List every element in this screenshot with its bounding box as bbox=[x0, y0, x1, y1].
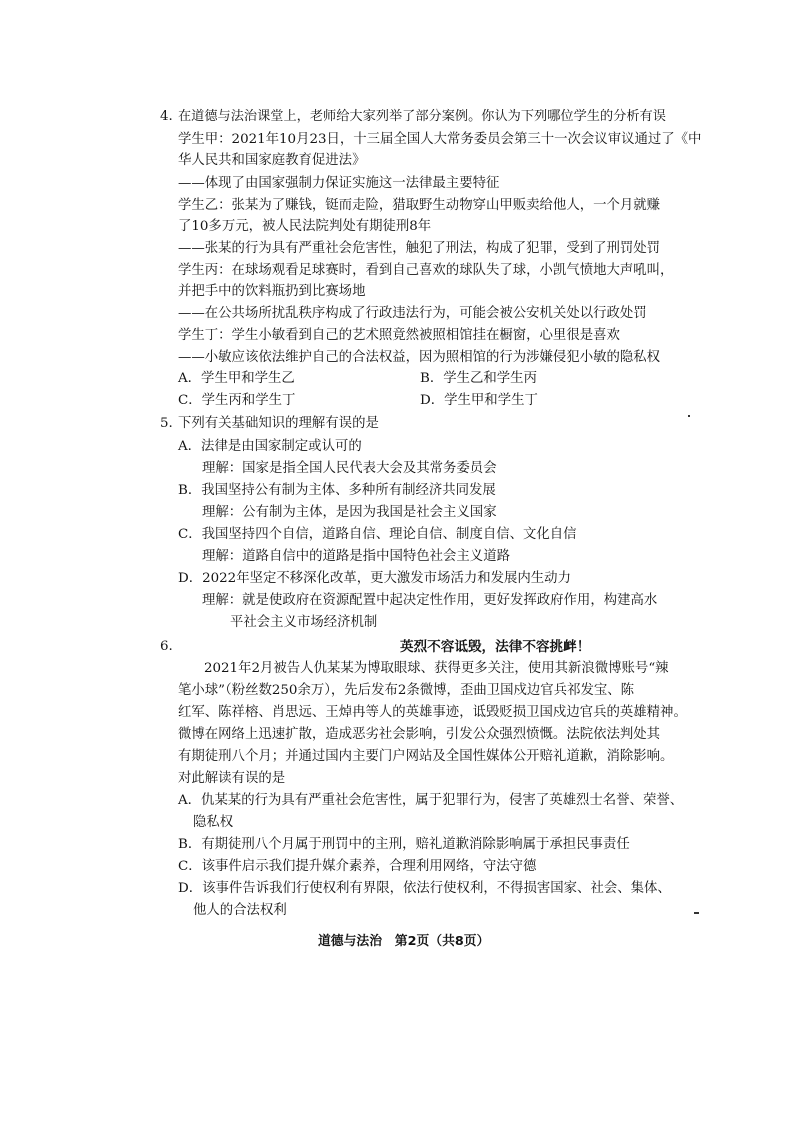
question-6-material: 笔小球”（粉丝数250余万），先后发布2条微博，歪曲卫国戍边官兵祁发宝、陈 bbox=[178, 683, 635, 698]
question-6-option-a-cont: 隐私权 bbox=[193, 815, 234, 830]
question-4-line: ——体现了由国家强制力保证实施这一法律最主要特征 bbox=[178, 176, 500, 191]
question-5-explanation-a: 理解：国家是指全国人民代表大会及其常务委员会 bbox=[202, 461, 497, 476]
question-6-material: 微博在网络上迅速扩散，造成恶劣社会影响，引发公众强烈愤慨。法院依法判处其 bbox=[178, 727, 661, 742]
question-6-material: 红军、陈祥榕、肖思远、王焯冉等人的英雄事迹，诋毁贬损卫国戍边官兵的英雄精神。 bbox=[178, 705, 687, 720]
question-6-option-b: B．有期徒刑八个月属于刑罚中的主刑，赔礼道歉消除影响属于承担民事责任 bbox=[178, 837, 630, 852]
question-6-option-d-cont: 他人的合法权利 bbox=[193, 903, 287, 918]
question-5-stem: 下列有关基础知识的理解有误的是 bbox=[178, 416, 379, 431]
question-5-option-a: A．法律是由国家制定或认可的 bbox=[178, 439, 362, 454]
question-5-option-c: C．我国坚持四个自信，道路自信、理论自信、制度自信、文化自信 bbox=[178, 527, 577, 542]
question-5-explanation-d: 理解：就是使政府在资源配置中起决定性作用，更好发挥政府作用，构建高水 bbox=[202, 593, 658, 608]
question-4-line: 华人民共和国家庭教育促进法》 bbox=[178, 153, 366, 168]
question-4-line: ——小敏应该依法维护自己的合法权益，因为照相馆的行为涉嫌侵犯小敏的隐私权 bbox=[178, 350, 661, 365]
question-4-line: 并把手中的饮料瓶扔到比赛场地 bbox=[178, 284, 366, 299]
question-6-heading: 英烈不容诋毁，法律不容挑衅！ bbox=[400, 639, 591, 655]
question-5-explanation-b: 理解：公有制为主体，是因为我国是社会主义国家 bbox=[202, 505, 497, 520]
question-4-stem: 在道德与法治课堂上，老师给大家列举了部分案例。你认为下列哪位学生的分析有误 bbox=[178, 109, 666, 124]
question-6-number: 6. bbox=[160, 639, 173, 654]
question-6-material: 有期徒刑八个月；并通过国内主要门户网站及全国性媒体公开赔礼道歉，消除影响。 bbox=[178, 749, 674, 764]
question-6-option-c: C．该事件启示我们提升媒介素养，合理利用网络，守法守德 bbox=[178, 859, 537, 874]
question-4-line: 学生乙：张某为了赚钱，铤而走险，猎取野生动物穿山甲贩卖给他人，一个月就赚 bbox=[178, 198, 661, 213]
question-4-number: 4. bbox=[160, 109, 173, 124]
question-4-line: ——张某的行为具有严重社会危害性，触犯了刑法，构成了犯罪，受到了刑罚处罚 bbox=[178, 241, 661, 256]
question-4-line: ——在公共场所扰乱秩序构成了行政违法行为，可能会被公安机关处以行政处罚 bbox=[178, 306, 647, 321]
question-6-option-a: A．仇某某的行为具有严重社会危害性，属于犯罪行为，侵害了英雄烈士名誉、荣誉、 bbox=[178, 793, 684, 808]
scan-speck bbox=[688, 415, 690, 417]
question-4-line: 了10多万元，被人民法院判处有期徒刑8年 bbox=[178, 219, 432, 234]
page-footer: 道德与法治 第2页（共8页） bbox=[318, 934, 490, 949]
question-4-line: 学生丁：学生小敏看到自己的艺术照竟然被照相馆挂在橱窗，心里很是喜欢 bbox=[178, 328, 620, 343]
question-4-option-a: A．学生甲和学生乙 bbox=[178, 371, 295, 386]
question-6-material: 2021年2月被告人仇某某为博取眼球、获得更多关注，使用其新浪微博账号“辣 bbox=[204, 661, 669, 676]
question-4-line: 学生甲：2021年10月23日，十三届全国人大常务委员会第三十一次会议审议通过了《中 bbox=[178, 132, 702, 147]
question-4-option-b: B．学生乙和学生丙 bbox=[420, 371, 537, 386]
question-4-line: 学生丙：在球场观看足球赛时，看到自己喜欢的球队失了球，小凯气愤地大声吼叫， bbox=[178, 263, 674, 278]
question-6-option-d: D．该事件告诉我们行使权利有界限，依法行使权利，不得损害国家、社会、集体、 bbox=[178, 881, 671, 896]
question-5-explanation-c: 理解：道路自信中的道路是指中国特色社会主义道路 bbox=[202, 549, 510, 564]
question-6-stem: 对此解读有误的是 bbox=[178, 771, 286, 786]
scan-speck bbox=[694, 912, 699, 914]
question-5-option-d: D．2022年坚定不移深化改革，更大激发市场活力和发展内生动力 bbox=[178, 571, 571, 586]
question-5-option-b: B．我国坚持公有制为主体、多种所有制经济共同发展 bbox=[178, 483, 496, 498]
question-4-option-d: D．学生甲和学生丁 bbox=[420, 393, 538, 408]
question-4-option-c: C．学生丙和学生丁 bbox=[178, 393, 296, 408]
question-5-explanation-d-cont: 平社会主义市场经济机制 bbox=[230, 615, 378, 630]
question-5-number: 5. bbox=[160, 416, 173, 431]
